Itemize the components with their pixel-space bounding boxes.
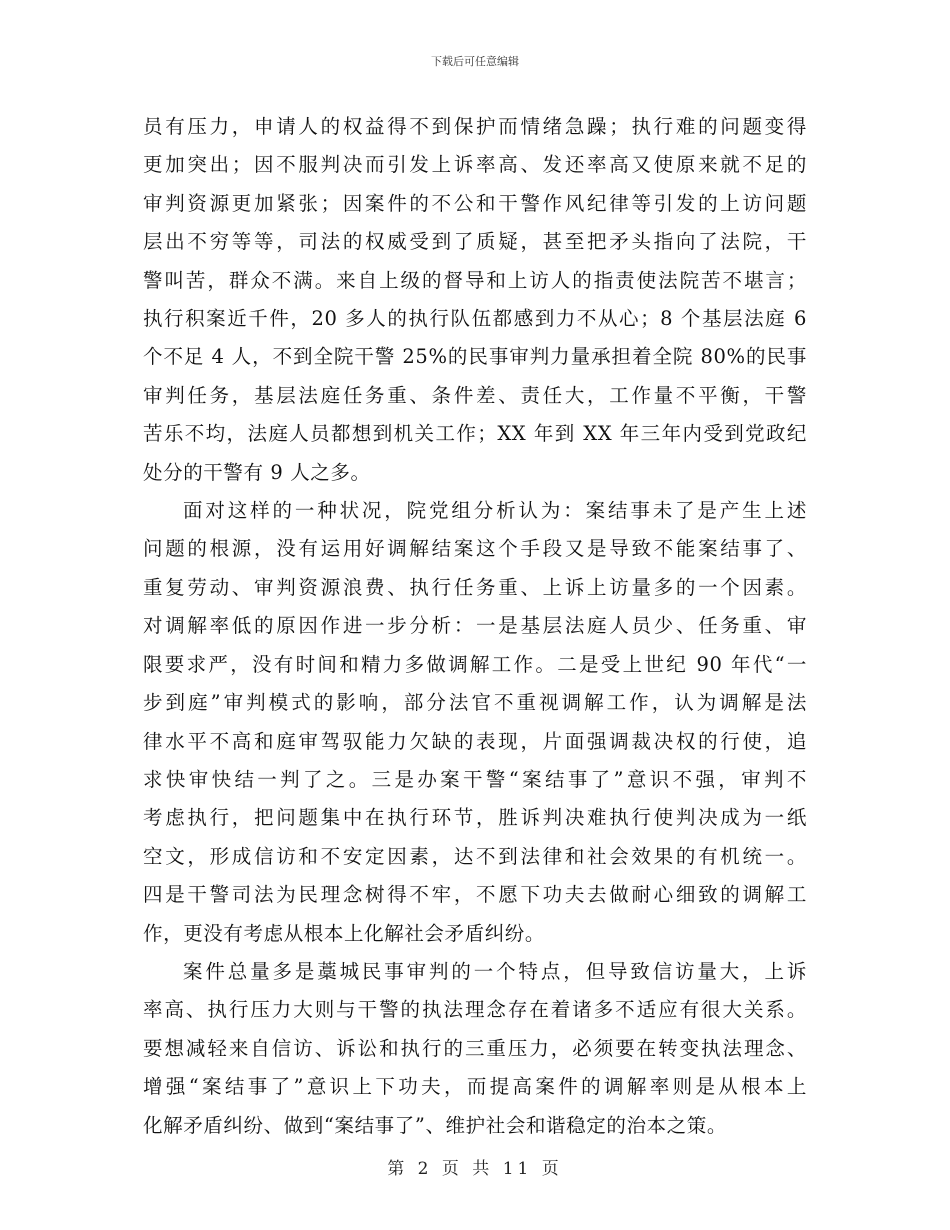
text-line: 增强“案结事了”意识上下功夫，而提高案件的调解率则是从根本上: [143, 1075, 807, 1099]
text-line: 面对这样的一种状况，院党组分析认为：案结事未了是产生上述: [183, 499, 807, 523]
paragraph-3: [143, 953, 807, 1145]
text-line: 对调解率低的原因作进一步分析：一是基层法庭人员少、任务重、审: [143, 614, 807, 638]
text-line: 更加突出；因不服判决而引发上诉率高、发还率高又使原来就不足的: [143, 153, 807, 177]
text-line: 求快审快结一判了之。三是办案干警“案结事了”意识不强，审判不: [143, 767, 807, 791]
text-line: 个不足 4 人，不到全院干警 25%的民事审判力量承担着全院 80%的民事: [143, 345, 807, 369]
paragraph-2: [143, 492, 807, 953]
text-line: 重复劳动、审判资源浪费、执行任务重、上诉上访量多的一个因素。: [143, 575, 807, 599]
paragraph-1: [143, 108, 807, 492]
text-line: 苦乐不均，法庭人员都想到机关工作；XX 年到 XX 年三年内受到党政纪: [143, 422, 807, 446]
text-line: 作，更没有考虑从根本上化解社会矛盾纠纷。: [143, 921, 546, 945]
text-line: 问题的根源，没有运用好调解结案这个手段又是导致不能案结事了、: [143, 537, 807, 561]
text-line: 层出不穷等等，司法的权威受到了质疑，甚至把矛头指向了法院，干: [143, 230, 807, 254]
text-line: 处分的干警有 9 人之多。: [143, 460, 371, 484]
text-line: 案件总量多是藁城民事审判的一个特点，但导致信访量大，上诉: [183, 959, 807, 983]
text-line: 要想减轻来自信访、诉讼和执行的三重压力，必须要在转变执法理念、: [143, 1036, 807, 1060]
text-line: 率高、执行压力大则与干警的执法理念存在着诸多不适应有很大关系。: [143, 998, 807, 1022]
text-line: 律水平不高和庭审驾驭能力欠缺的表现，片面强调裁决权的行使，追: [143, 729, 807, 753]
text-line: 执行积案近千件，20 多人的执行队伍都感到力不从心；8 个基层法庭 6: [143, 307, 807, 331]
header-note: 下载后可任意编辑: [431, 55, 519, 68]
text-line: 审判任务，基层法庭任务重、条件差、责任大，工作量不平衡，干警: [143, 383, 807, 407]
document-body: [143, 108, 807, 1145]
text-line: 化解矛盾纠纷、做到“案结事了”、维护社会和谐稳定的治本之策。: [143, 1113, 727, 1137]
text-line: 限要求严，没有时间和精力多做调解工作。二是受上世纪 90 年代“一: [143, 652, 807, 676]
text-line: 员有压力，申请人的权益得不到保护而情绪急躁；执行难的问题变得: [143, 115, 807, 138]
text-line: 步到庭”审判模式的影响，部分法官不重视调解工作，认为调解是法: [143, 691, 807, 715]
page-number: 第 2 页 共 11 页: [387, 1159, 563, 1179]
text-line: 警叫苦，群众不满。来自上级的督导和上访人的指责使法院苦不堪言；: [143, 268, 807, 292]
text-line: 审判资源更加紧张；因案件的不公和干警作风纪律等引发的上访问题: [143, 191, 807, 215]
text-line: 四是干警司法为民理念树得不牢，不愿下功夫去做耐心细致的调解工: [143, 883, 807, 907]
text-line: 考虑执行，把问题集中在执行环节，胜诉判决难执行使判决成为一纸: [143, 806, 807, 830]
text-line: 空文，形成信访和不安定因素，达不到法律和社会效果的有机统一。: [143, 844, 807, 868]
